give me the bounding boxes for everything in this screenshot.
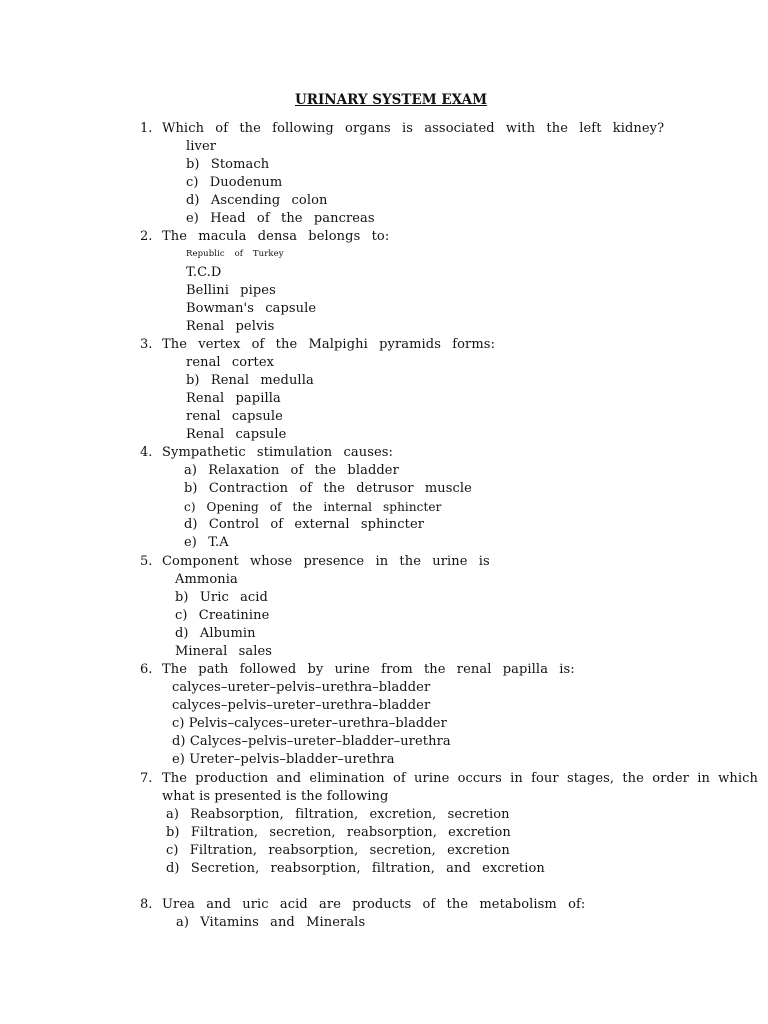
answer-option: Bellini pipes [186,283,276,298]
answer-option: c) Pelvis–calyces–ureter–urethra–bladder [172,716,447,731]
answer-option: d) Control of external sphincter [184,517,425,532]
question-number: 8. [140,897,153,912]
question-number: 5. [140,554,153,569]
answer-option: calyces–ureter–pelvis–urethra–bladder [172,680,431,695]
answer-option: b) Renal medulla [186,373,314,388]
answer-option: a) Reabsorption, filtration, excretion, secretion [166,807,510,822]
answer-option: e) Ureter–pelvis–bladder–urethra [172,752,395,767]
question-number: 3. [140,337,153,352]
question-text: The path followed by urine from the renal papilla is: [162,662,575,677]
question-text: Component whose presence in the urine is [162,554,490,569]
answer-option: T.C.D [186,265,222,280]
answer-option: a) Relaxation of the bladder [184,463,399,478]
answer-option: d) Calyces–pelvis–ureter–bladder–urethra [172,734,451,749]
answer-option: b) Filtration, secretion, reabsorption, excretion [166,825,511,840]
answer-option: Renal capsule [186,427,287,442]
answer-option: b) Stomach [186,157,270,172]
answer-option: Bowman's capsule [186,301,317,316]
question-text: Urea and uric acid are products of the metabolism of: [162,897,586,912]
answer-option: calyces–pelvis–ureter–urethra–bladder [172,698,431,713]
question-number: 6. [140,662,153,677]
answer-option: c) Duodenum [186,175,283,190]
question-text: Which of the following organs is associated with the left kidney? [162,121,665,136]
answer-option: c) Creatinine [175,608,270,623]
answer-option: Ammonia [175,572,238,587]
answer-option: renal cortex [186,355,275,370]
answer-option: e) T.A [184,535,229,550]
answer-option: Renal papilla [186,391,281,406]
answer-option: Mineral sales [175,644,273,659]
question-text: The macula densa belongs to: [162,229,390,244]
answer-option: Renal pelvis [186,319,275,334]
answer-option: c) Opening of the internal sphincter [184,500,442,514]
question-text: The production and elimination of urine occurs in four stages, the order in which [162,771,758,786]
question-text: Sympathetic stimulation causes: [162,445,394,460]
question-number: 4. [140,445,153,460]
answer-option: c) Filtration, reabsorption, secretion, excretion [166,843,510,858]
answer-option: b) Uric acid [175,590,268,605]
answer-option: renal capsule [186,409,283,424]
answer-option: d) Ascending colon [186,193,328,208]
question-text: The vertex of the Malpighi pyramids forms: [162,337,496,352]
answer-option: d) Secretion, reabsorption, filtration, and excretion [166,861,545,876]
answer-option: e) Head of the pancreas [186,211,375,226]
answer-option: b) Contraction of the detrusor muscle [184,481,472,496]
answer-option: liver [186,139,217,154]
answer-option: d) Albumin [175,626,256,641]
exam-title: URINARY SYSTEM EXAM [295,92,488,108]
question-number: 7. [140,771,153,786]
answer-option: a) Vitamins and Minerals [176,915,366,930]
question-number: 2. [140,229,153,244]
question-number: 1. [140,121,153,136]
question-note: Republic of Turkey [186,249,284,259]
question-text-continued: what is presented is the following [162,789,389,804]
